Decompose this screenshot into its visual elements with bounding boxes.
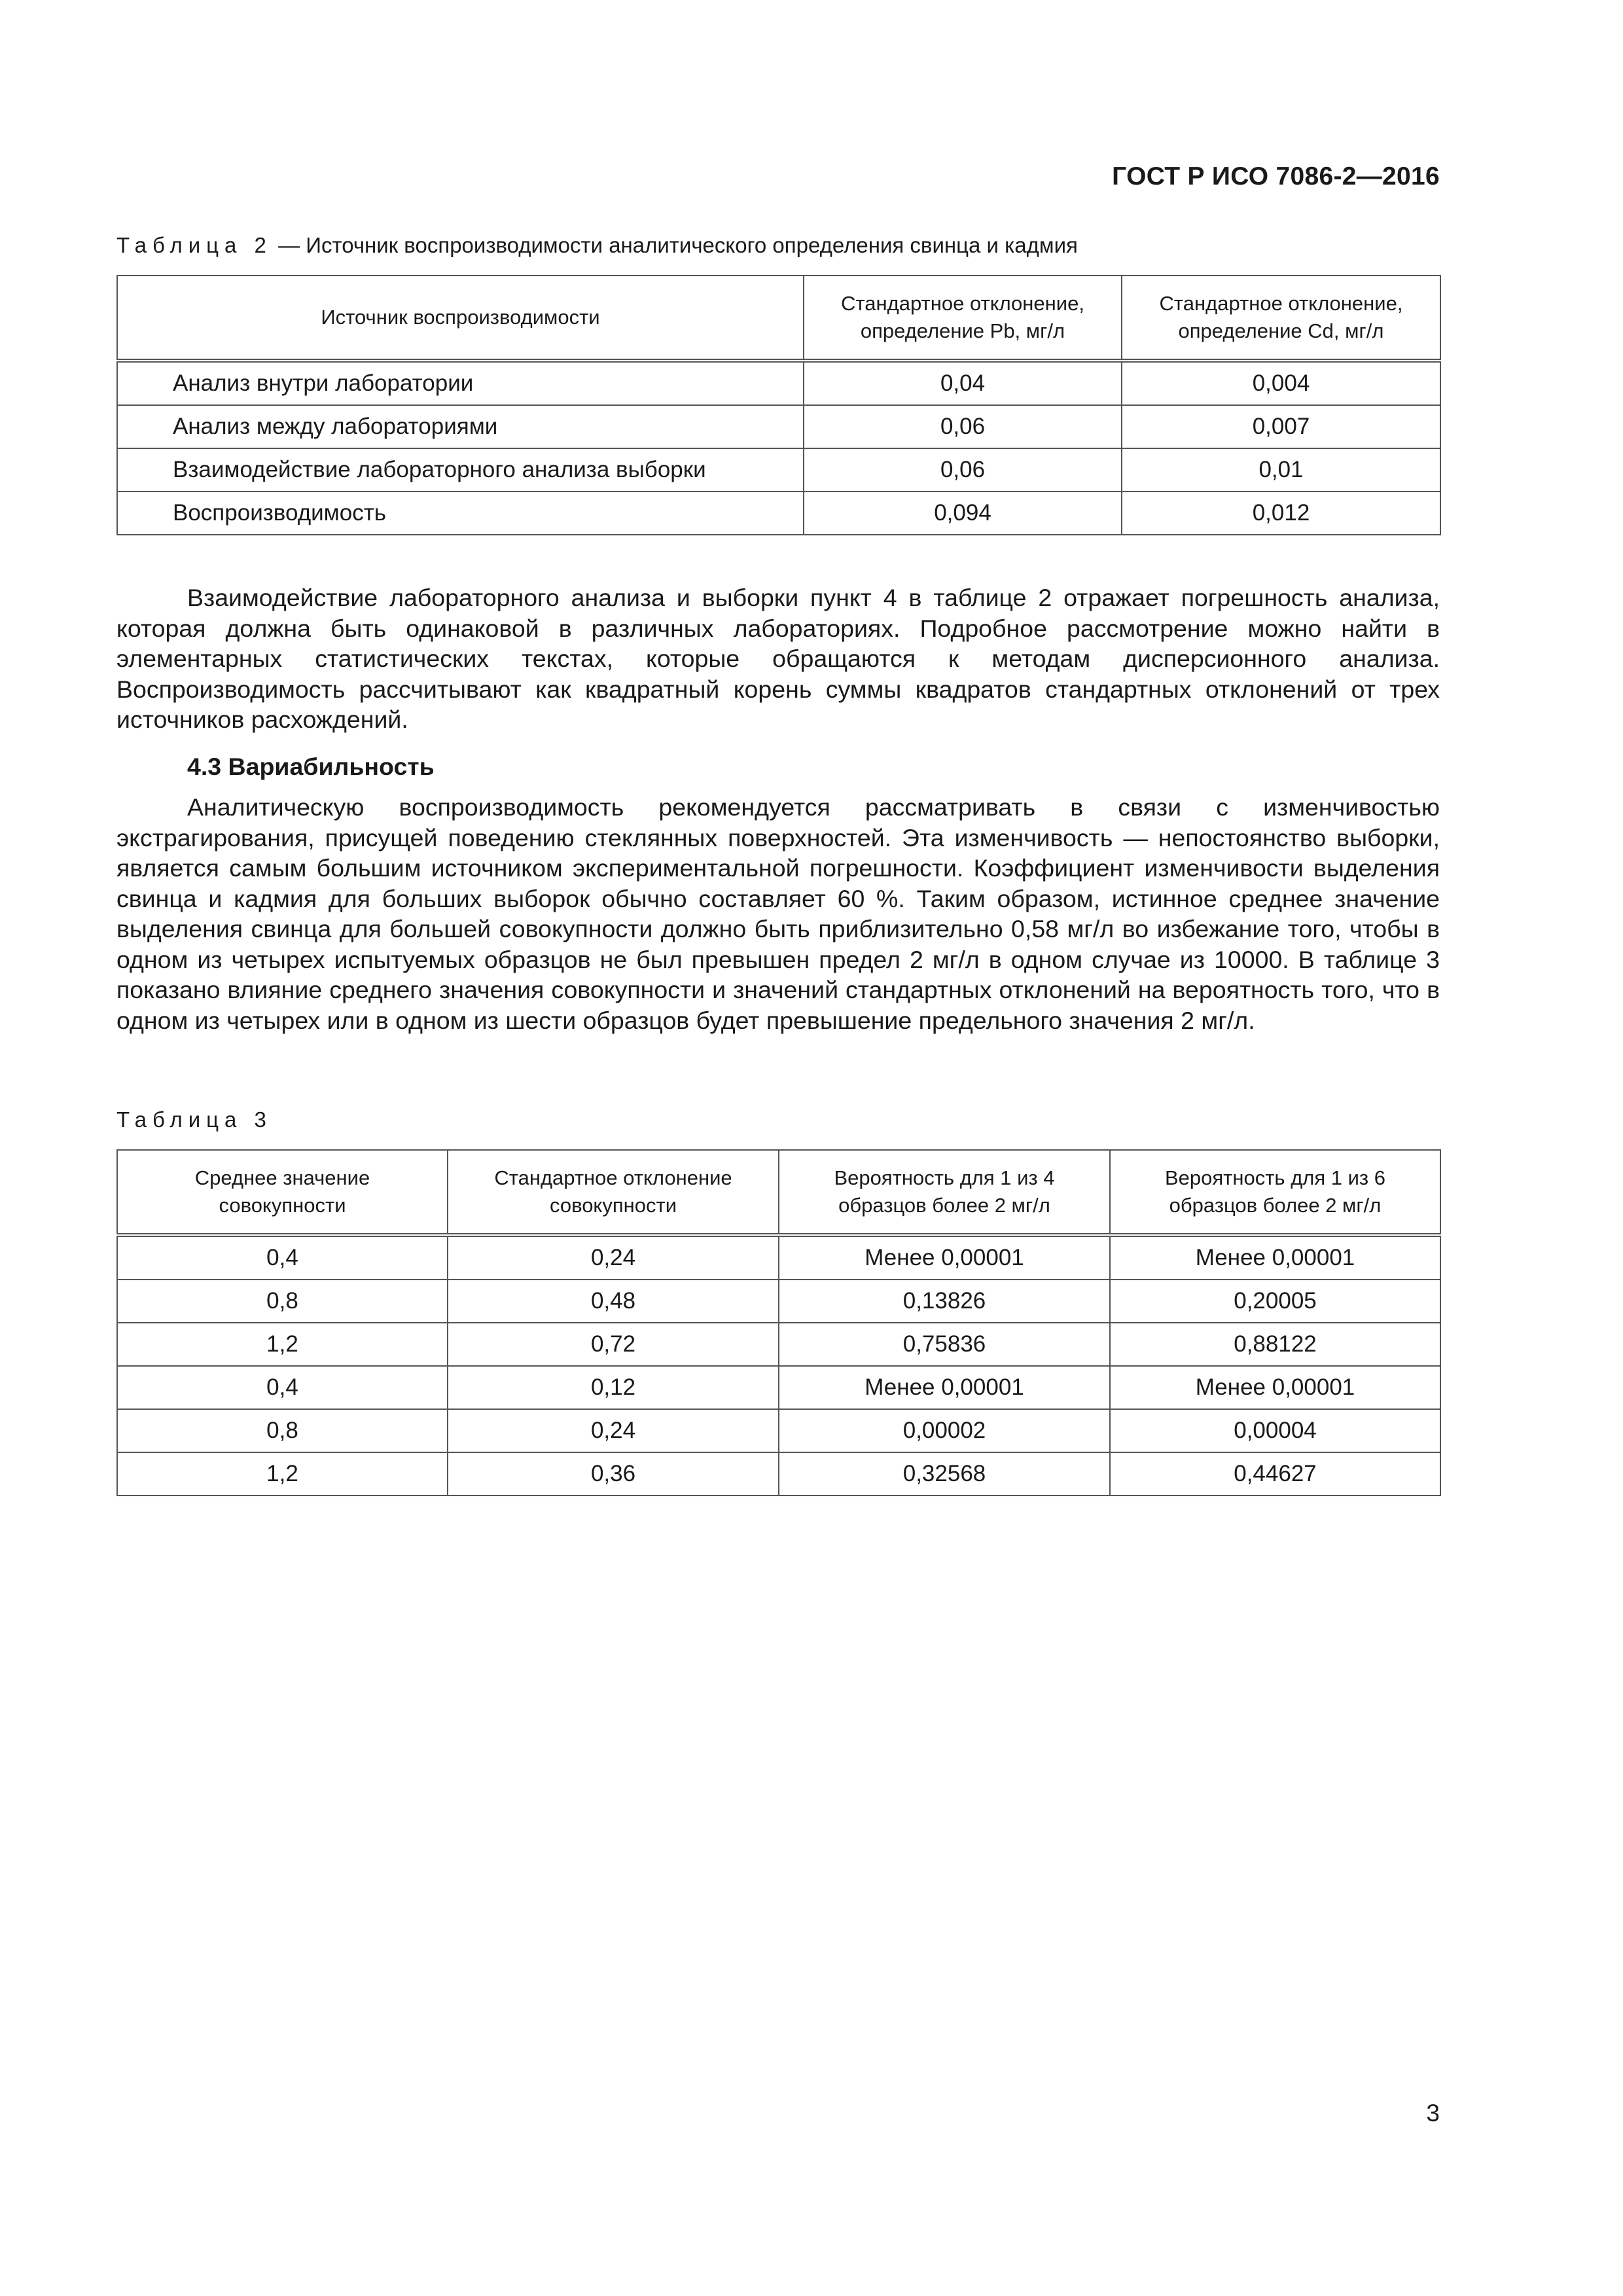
table-cell: 0,8 xyxy=(117,1280,448,1323)
table-cell: 0,01 xyxy=(1122,448,1440,492)
table-row xyxy=(117,1366,1440,1409)
paragraph-text: Взаимодействие лабораторного анализа и выборки пункт 4 в таблице 2 отражает погрешность анализа, которая должна быть одинаковой в различных лабораториях. Подробное рассмотрение можно найти в элементарных статистических текстах, которые обращаются к методам дисперсионного анализа. Воспроизводимость рассчитывают как квадратный корень суммы квадратов стандартных отклонений от трех источников расхождений. xyxy=(116,584,1440,733)
table-cell: Менее 0,00001 xyxy=(1110,1366,1440,1409)
table-cell: 0,44627 xyxy=(1110,1452,1440,1496)
table2-caption xyxy=(116,233,1078,258)
paragraph-variability xyxy=(116,792,1440,1035)
table-cell: 0,04 xyxy=(804,361,1122,405)
table-cell: 1,2 xyxy=(117,1452,448,1496)
table-cell: 0,24 xyxy=(448,1409,779,1452)
table-cell: Анализ между лабораториями xyxy=(117,405,804,448)
table-cell: 0,20005 xyxy=(1110,1280,1440,1323)
table2-header-cd: Стандартное отклонение, определение Cd, мг/л xyxy=(1122,276,1440,361)
table-cell: 0,36 xyxy=(448,1452,779,1496)
table-cell: 0,75836 xyxy=(779,1323,1110,1366)
table-cell: 0,48 xyxy=(448,1280,779,1323)
table-cell: 0,24 xyxy=(448,1235,779,1280)
paragraph-text: Аналитическую воспроизводимость рекомендуется рассматривать в связи с изменчивостью экстрагирования, присущей поведению стеклянных поверхностей. Эта изменчивость — непостоянство выборки, является самым большим источником экспериментальной погрешности. Коэффициент изменчивости выделения свинца и кадмия для больших выборок обычно составляет 60 %. Таким образом, истинное среднее значение выделения свинца для большей совокупности должно быть приблизительно 0,58 мг/л во избежание того, чтобы в одном из четырех испытуемых образцов не был превышен предел 2 мг/л в одном случае из 10000. В таблице 3 показано влияние среднего значения совокупности и значений стандартных отклонений на вероятность того, что в одном из четырех или в одном из шести образцов будет превышение предельного значения 2 мг/л. xyxy=(116,793,1440,1034)
table-cell: 0,007 xyxy=(1122,405,1440,448)
table-cell: 0,88122 xyxy=(1110,1323,1440,1366)
table-cell: Взаимодействие лабораторного анализа выборки xyxy=(117,448,804,492)
table3-header-row xyxy=(117,1150,1440,1235)
table-row xyxy=(117,361,1440,405)
table2-header-source: Источник воспроизводимости xyxy=(117,276,804,361)
table3-header-stddev: Стандартное отклонение совокупности xyxy=(448,1150,779,1235)
table-row xyxy=(117,1323,1440,1366)
table-row xyxy=(117,1235,1440,1280)
table-cell: 0,06 xyxy=(804,405,1122,448)
table-row xyxy=(117,1409,1440,1452)
table3-header-mean: Среднее значение совокупности xyxy=(117,1150,448,1235)
table-cell: 0,094 xyxy=(804,492,1122,535)
table3-caption: Таблица 3 xyxy=(116,1107,272,1132)
table3-header-prob-6: Вероятность для 1 из 6 образцов более 2 мг/л xyxy=(1110,1150,1440,1235)
table2-header-pb: Стандартное отклонение, определение Pb, мг/л xyxy=(804,276,1122,361)
table2-caption-label: Таблица 2 xyxy=(116,233,272,257)
table-cell: 0,32568 xyxy=(779,1452,1110,1496)
table-cell: 0,012 xyxy=(1122,492,1440,535)
table-row xyxy=(117,1452,1440,1496)
table-cell: Менее 0,00001 xyxy=(779,1235,1110,1280)
table2-header-row xyxy=(117,276,1440,361)
table-cell: Менее 0,00001 xyxy=(779,1366,1110,1409)
table-cell: 0,4 xyxy=(117,1235,448,1280)
page-number: 3 xyxy=(1426,2100,1440,2126)
paragraph-table2-explanation xyxy=(116,583,1440,735)
table-cell: 0,72 xyxy=(448,1323,779,1366)
table-cell: 0,4 xyxy=(117,1366,448,1409)
table-cell: 1,2 xyxy=(117,1323,448,1366)
table3 xyxy=(116,1149,1441,1496)
table-row xyxy=(117,492,1440,535)
table-cell: Воспроизводимость xyxy=(117,492,804,535)
table-cell: 0,00002 xyxy=(779,1409,1110,1452)
document-code: ГОСТ Р ИСО 7086-2—2016 xyxy=(1112,162,1440,190)
table-row xyxy=(117,405,1440,448)
section-heading-4-3: 4.3 Вариабильность xyxy=(187,753,435,780)
table2 xyxy=(116,275,1441,535)
table-row xyxy=(117,1280,1440,1323)
table-row xyxy=(117,448,1440,492)
table2-caption-text: — Источник воспроизводимости аналитического определения свинца и кадмия xyxy=(272,233,1078,257)
table-cell: 0,8 xyxy=(117,1409,448,1452)
table-cell: 0,004 xyxy=(1122,361,1440,405)
table-cell: 0,13826 xyxy=(779,1280,1110,1323)
table3-header-prob-4: Вероятность для 1 из 4 образцов более 2 мг/л xyxy=(779,1150,1110,1235)
table-cell: 0,06 xyxy=(804,448,1122,492)
table-cell: 0,00004 xyxy=(1110,1409,1440,1452)
table-cell: Менее 0,00001 xyxy=(1110,1235,1440,1280)
table-cell: 0,12 xyxy=(448,1366,779,1409)
table-cell: Анализ внутри лаборатории xyxy=(117,361,804,405)
